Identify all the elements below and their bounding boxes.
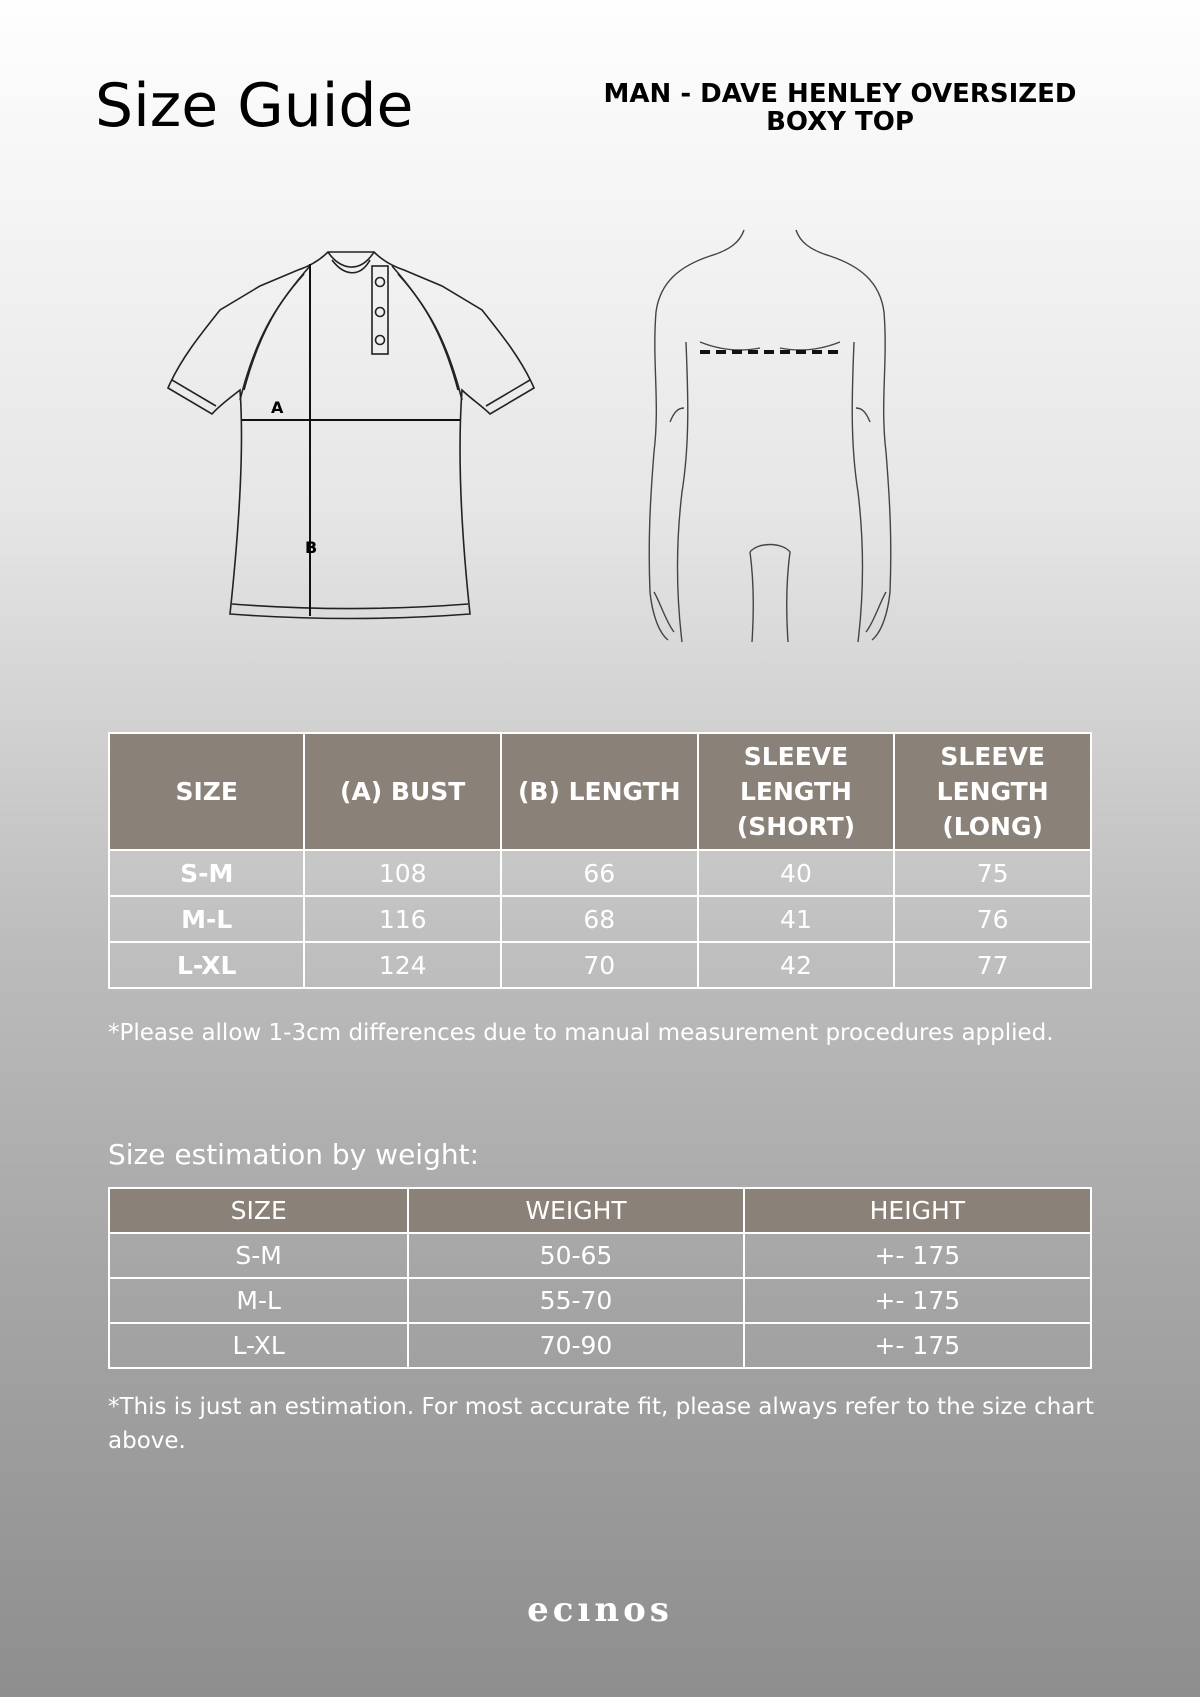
table-header-row xyxy=(109,733,1091,850)
header-line: LENGTH xyxy=(936,777,1049,806)
cell-height: +- 175 xyxy=(744,1233,1091,1278)
label-b: B xyxy=(305,538,318,557)
table-row xyxy=(109,896,1091,942)
product-name-line2: BOXY TOP xyxy=(766,107,914,137)
estimation-heading: Size estimation by weight: xyxy=(108,1138,479,1171)
label-a: A xyxy=(271,398,284,417)
table-row xyxy=(109,1278,1091,1323)
col-header-size: SIZE xyxy=(109,1188,408,1233)
cell-size: S-M xyxy=(109,850,304,896)
brand-logo: ecınos xyxy=(527,1590,673,1630)
header-line: (LONG) xyxy=(942,812,1043,841)
cell-bust: 124 xyxy=(304,942,501,988)
cell-sleeve-short: 41 xyxy=(698,896,895,942)
product-name xyxy=(600,80,1080,136)
cell-bust: 116 xyxy=(304,896,501,942)
col-header-weight: WEIGHT xyxy=(408,1188,743,1233)
cell-height: +- 175 xyxy=(744,1323,1091,1368)
cell-sleeve-long: 77 xyxy=(894,942,1091,988)
table-header-row xyxy=(109,1188,1091,1233)
cell-size: M-L xyxy=(109,896,304,942)
measurement-note: *Please allow 1-3cm differences due to manual measurement procedures applied. xyxy=(108,1020,1054,1046)
cell-length: 66 xyxy=(501,850,698,896)
product-name-line1: MAN - DAVE HENLEY OVERSIZED xyxy=(603,79,1077,109)
cell-length: 68 xyxy=(501,896,698,942)
cell-weight: 50-65 xyxy=(408,1233,743,1278)
table-row xyxy=(109,1233,1091,1278)
cell-weight: 70-90 xyxy=(408,1323,743,1368)
table-row xyxy=(109,1323,1091,1368)
weight-estimation-table xyxy=(108,1187,1092,1369)
col-header-size: SIZE xyxy=(109,733,304,850)
cell-size: S-M xyxy=(109,1233,408,1278)
cell-sleeve-long: 76 xyxy=(894,896,1091,942)
table-row xyxy=(109,942,1091,988)
cell-weight: 55-70 xyxy=(408,1278,743,1323)
size-measurement-table xyxy=(108,732,1092,989)
header-line: SLEEVE xyxy=(940,742,1045,771)
cell-height: +- 175 xyxy=(744,1278,1091,1323)
col-header-bust: (A) BUST xyxy=(304,733,501,850)
col-header-length: (B) LENGTH xyxy=(501,733,698,850)
col-header-height: HEIGHT xyxy=(744,1188,1091,1233)
cell-sleeve-long: 75 xyxy=(894,850,1091,896)
col-header-sleeve-long xyxy=(894,733,1091,850)
header-line: (SHORT) xyxy=(736,812,856,841)
cell-sleeve-short: 40 xyxy=(698,850,895,896)
header-line: LENGTH xyxy=(739,777,852,806)
header-line: SLEEVE xyxy=(743,742,849,771)
estimation-note: *This is just an estimation. For most accurate fit, please always refer to the size chart above. xyxy=(108,1394,1094,1454)
page-title: Size Guide xyxy=(95,71,414,141)
henley-shirt-diagram xyxy=(160,240,600,640)
table-row xyxy=(109,850,1091,896)
col-header-sleeve-short xyxy=(698,733,895,850)
cell-size: M-L xyxy=(109,1278,408,1323)
cell-sleeve-short: 42 xyxy=(698,942,895,988)
cell-length: 70 xyxy=(501,942,698,988)
cell-size: L-XL xyxy=(109,1323,408,1368)
cell-size: L-XL xyxy=(109,942,304,988)
cell-bust: 108 xyxy=(304,850,501,896)
body-figure-diagram xyxy=(630,222,910,652)
